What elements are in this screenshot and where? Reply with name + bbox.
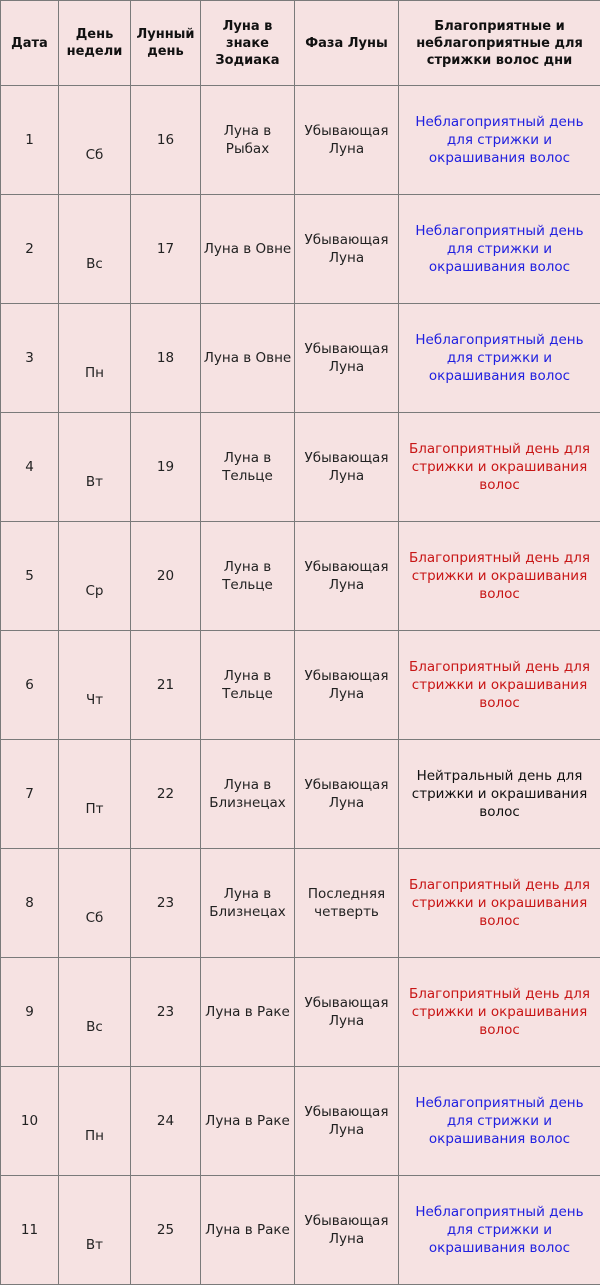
lunar-day-cell: 23 [131, 849, 201, 958]
table-row [1, 413, 600, 522]
lunar-day-cell: 17 [131, 195, 201, 304]
phase-cell: Убывающая Луна [295, 522, 399, 631]
zodiac-cell: Луна в Овне [201, 195, 295, 304]
header-phase: Фаза Луны [295, 1, 399, 86]
weekday-cell: Пн [59, 1067, 131, 1176]
lunar-day-cell: 25 [131, 1176, 201, 1285]
date-cell: 4 [1, 413, 59, 522]
weekday-cell: Чт [59, 631, 131, 740]
header-zodiac: Луна в знаке Зодиака [201, 1, 295, 86]
phase-cell: Убывающая Луна [295, 1176, 399, 1285]
weekday-cell: Сб [59, 849, 131, 958]
table-header-row [1, 1, 600, 86]
zodiac-cell: Луна в Тельце [201, 522, 295, 631]
weekday-cell: Вт [59, 1176, 131, 1285]
header-weekday: День недели [59, 1, 131, 86]
date-cell: 9 [1, 958, 59, 1067]
weekday-cell: Пт [59, 740, 131, 849]
recommendation-cell: Благоприятный день для стрижки и окрашивания волос [399, 958, 600, 1067]
lunar-day-cell: 20 [131, 522, 201, 631]
zodiac-cell: Луна в Близнецах [201, 849, 295, 958]
date-cell: 8 [1, 849, 59, 958]
phase-cell: Убывающая Луна [295, 86, 399, 195]
weekday-cell: Пн [59, 304, 131, 413]
weekday-cell: Вт [59, 413, 131, 522]
recommendation-cell: Неблагоприятный день для стрижки и окрашивания волос [399, 86, 600, 195]
phase-cell: Убывающая Луна [295, 958, 399, 1067]
lunar-day-cell: 23 [131, 958, 201, 1067]
zodiac-cell: Луна в Раке [201, 1176, 295, 1285]
date-cell: 6 [1, 631, 59, 740]
date-cell: 3 [1, 304, 59, 413]
recommendation-cell: Благоприятный день для стрижки и окрашивания волос [399, 849, 600, 958]
table-row [1, 849, 600, 958]
table-row [1, 304, 600, 413]
recommendation-cell: Неблагоприятный день для стрижки и окрашивания волос [399, 1176, 600, 1285]
header-recommendation: Благоприятные и неблагоприятные для стрижки волос дни [399, 1, 600, 86]
table-row [1, 86, 600, 195]
date-cell: 5 [1, 522, 59, 631]
phase-cell: Убывающая Луна [295, 1067, 399, 1176]
lunar-day-cell: 24 [131, 1067, 201, 1176]
weekday-cell: Вс [59, 958, 131, 1067]
table-row [1, 958, 600, 1067]
weekday-cell: Вс [59, 195, 131, 304]
lunar-day-cell: 22 [131, 740, 201, 849]
recommendation-cell: Благоприятный день для стрижки и окрашивания волос [399, 631, 600, 740]
date-cell: 1 [1, 86, 59, 195]
date-cell: 11 [1, 1176, 59, 1285]
lunar-day-cell: 18 [131, 304, 201, 413]
zodiac-cell: Луна в Рыбах [201, 86, 295, 195]
header-date: Дата [1, 1, 59, 86]
date-cell: 10 [1, 1067, 59, 1176]
recommendation-cell: Неблагоприятный день для стрижки и окрашивания волос [399, 195, 600, 304]
header-lunar-day: Лунный день [131, 1, 201, 86]
date-cell: 7 [1, 740, 59, 849]
table-row [1, 195, 600, 304]
recommendation-cell: Неблагоприятный день для стрижки и окрашивания волос [399, 1067, 600, 1176]
recommendation-cell: Благоприятный день для стрижки и окрашивания волос [399, 522, 600, 631]
phase-cell: Убывающая Луна [295, 195, 399, 304]
phase-cell: Последняя четверть [295, 849, 399, 958]
phase-cell: Убывающая Луна [295, 631, 399, 740]
weekday-cell: Сб [59, 86, 131, 195]
table-row [1, 1176, 600, 1285]
zodiac-cell: Луна в Раке [201, 958, 295, 1067]
lunar-day-cell: 16 [131, 86, 201, 195]
phase-cell: Убывающая Луна [295, 413, 399, 522]
phase-cell: Убывающая Луна [295, 304, 399, 413]
weekday-cell: Ср [59, 522, 131, 631]
table-row [1, 522, 600, 631]
recommendation-cell: Нейтральный день для стрижки и окрашивания волос [399, 740, 600, 849]
zodiac-cell: Луна в Овне [201, 304, 295, 413]
zodiac-cell: Луна в Близнецах [201, 740, 295, 849]
zodiac-cell: Луна в Раке [201, 1067, 295, 1176]
recommendation-cell: Неблагоприятный день для стрижки и окрашивания волос [399, 304, 600, 413]
recommendation-cell: Благоприятный день для стрижки и окрашивания волос [399, 413, 600, 522]
table-row [1, 631, 600, 740]
zodiac-cell: Луна в Тельце [201, 631, 295, 740]
date-cell: 2 [1, 195, 59, 304]
phase-cell: Убывающая Луна [295, 740, 399, 849]
lunar-day-cell: 19 [131, 413, 201, 522]
table-row [1, 740, 600, 849]
table-row [1, 1067, 600, 1176]
zodiac-cell: Луна в Тельце [201, 413, 295, 522]
lunar-day-cell: 21 [131, 631, 201, 740]
